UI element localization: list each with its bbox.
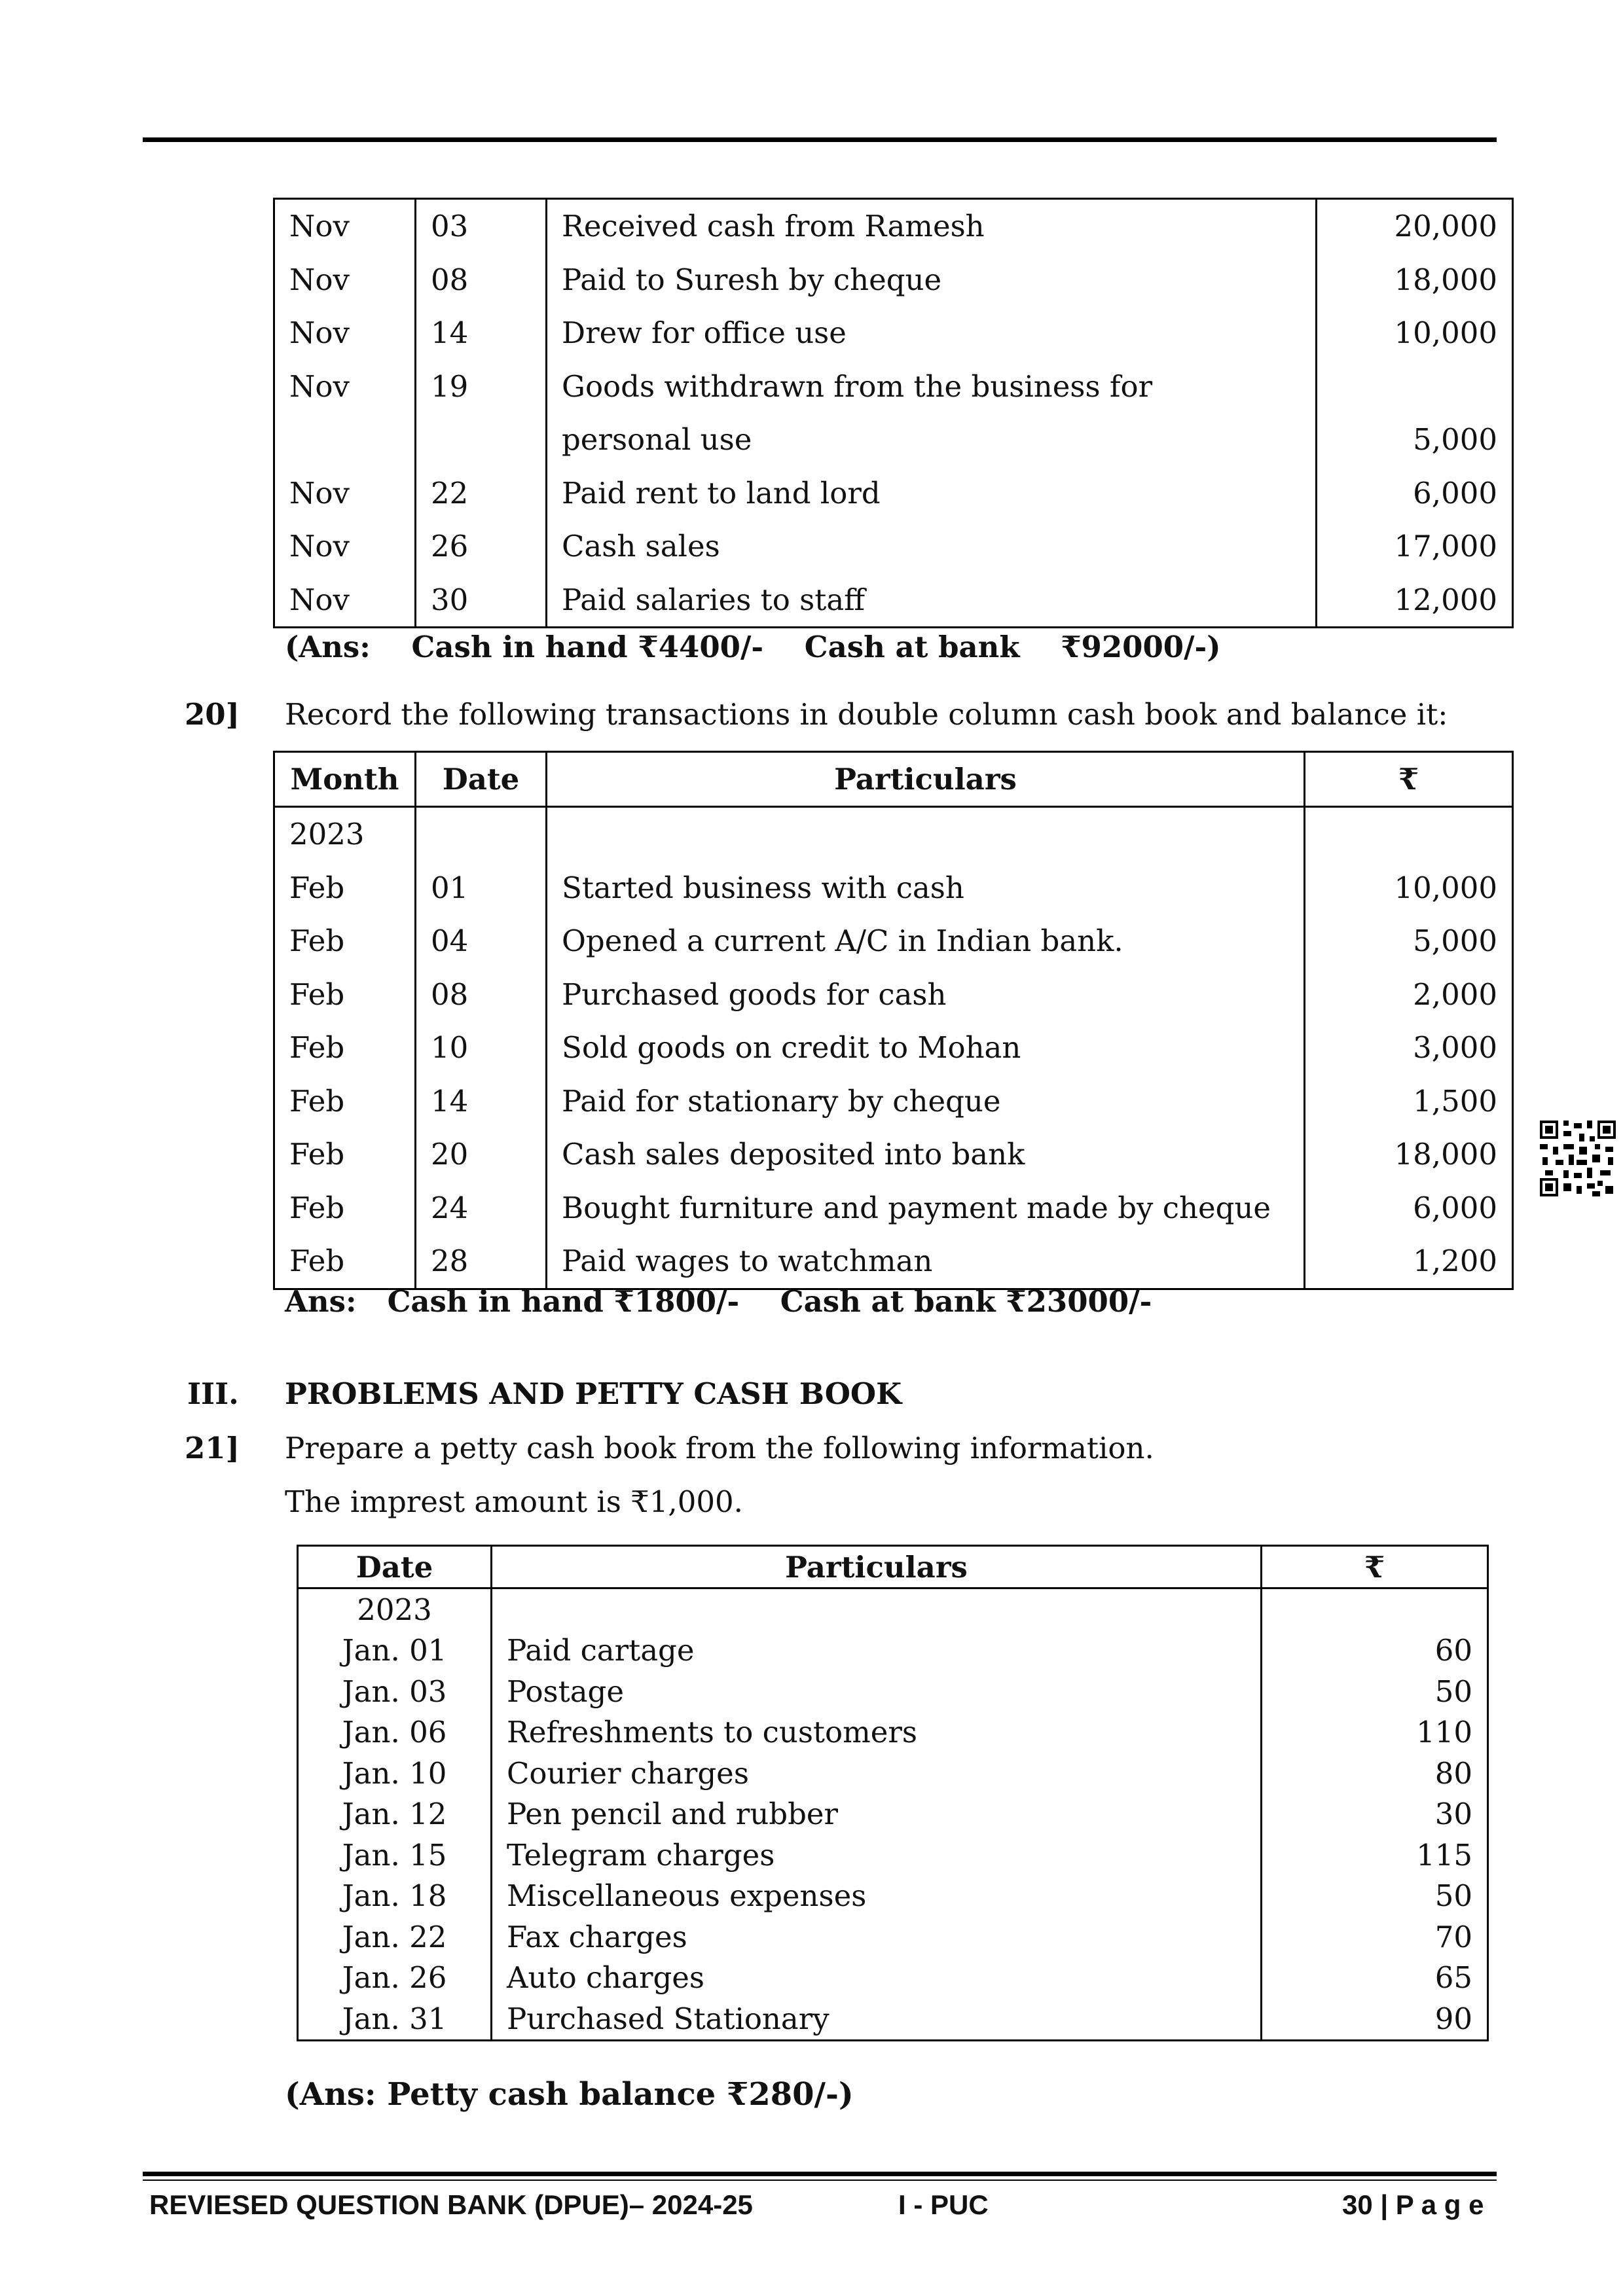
cell-particulars: Bought furniture and payment made by cheque	[547, 1181, 1305, 1235]
cell-particulars: Cash sales	[547, 520, 1317, 573]
cell-amount	[1317, 360, 1513, 414]
cell-particulars: Received cash from Ramesh	[547, 199, 1317, 253]
cell-date: 20	[416, 1128, 547, 1181]
cell-month: 2023	[274, 807, 416, 861]
table-row	[298, 1794, 1488, 1835]
cell-date: 19	[416, 360, 547, 414]
cell-amount: 1,500	[1305, 1075, 1513, 1128]
table-row	[298, 1630, 1488, 1672]
cell-particulars: Goods withdrawn from the business for	[547, 360, 1317, 414]
question-20-text: Record the following transactions in double column cash book and balance it:	[285, 697, 1448, 732]
table-row	[298, 1998, 1488, 2040]
cell-date: Jan. 10	[298, 1753, 492, 1794]
cell-date	[416, 413, 547, 467]
table-row	[298, 1712, 1488, 1753]
cell-particulars: Opened a current A/C in Indian bank.	[547, 914, 1305, 968]
cell-amount: 110	[1262, 1712, 1488, 1753]
imprest-amount: The imprest amount is ₹1,000.	[285, 1484, 743, 1519]
cell-amount: 1,200	[1305, 1234, 1513, 1289]
answer-19: (Ans: Cash in hand ₹4400/- Cash at bank ₹92000/-)	[285, 630, 1221, 664]
cell-amount: 18,000	[1317, 253, 1513, 307]
cell-date: 14	[416, 1075, 547, 1128]
cell-amount	[1305, 807, 1513, 861]
table-row	[274, 861, 1513, 915]
cell-date: 03	[416, 199, 547, 253]
table-row	[274, 467, 1513, 520]
cell-date: 10	[416, 1021, 547, 1075]
cell-particulars: Started business with cash	[547, 861, 1305, 915]
cell-amount: 115	[1262, 1835, 1488, 1876]
table-row	[298, 1753, 1488, 1794]
section-number: III.	[187, 1376, 239, 1411]
cell-particulars	[492, 1588, 1262, 1630]
header-amount: ₹	[1262, 1546, 1488, 1588]
cell-particulars: Paid cartage	[492, 1630, 1262, 1672]
cell-date: Jan. 18	[298, 1876, 492, 1917]
table-row	[274, 968, 1513, 1022]
cell-date: Jan. 03	[298, 1671, 492, 1712]
qr-code-icon	[1540, 1121, 1616, 1196]
cell-particulars: Postage	[492, 1671, 1262, 1712]
cell-amount: 50	[1262, 1876, 1488, 1917]
cell-amount: 6,000	[1305, 1181, 1513, 1235]
table-row	[274, 360, 1513, 414]
table-row	[298, 1588, 1488, 1630]
cell-date: 22	[416, 467, 547, 520]
cell-date: Jan. 01	[298, 1630, 492, 1672]
header-month: Month	[274, 752, 416, 807]
header-particulars: Particulars	[492, 1546, 1262, 1588]
section-title: PROBLEMS AND PETTY CASH BOOK	[285, 1376, 902, 1411]
cell-particulars: Courier charges	[492, 1753, 1262, 1794]
cell-date: 14	[416, 306, 547, 360]
cell-amount: 90	[1262, 1998, 1488, 2040]
cell-amount: 5,000	[1317, 413, 1513, 467]
cell-amount: 17,000	[1317, 520, 1513, 573]
cell-month: Feb	[274, 1128, 416, 1181]
table-row	[274, 520, 1513, 573]
cell-particulars: Miscellaneous expenses	[492, 1876, 1262, 1917]
cell-particulars	[547, 807, 1305, 861]
cell-month: Nov	[274, 253, 416, 307]
cell-particulars: Purchased goods for cash	[547, 968, 1305, 1022]
cell-particulars: Telegram charges	[492, 1835, 1262, 1876]
question-21-text: Prepare a petty cash book from the following information.	[285, 1431, 1154, 1465]
cell-month: Feb	[274, 914, 416, 968]
table-row	[274, 807, 1513, 861]
cell-amount: 10,000	[1317, 306, 1513, 360]
header-particulars: Particulars	[547, 752, 1305, 807]
cell-date: 28	[416, 1234, 547, 1289]
table-row	[274, 1128, 1513, 1181]
footer-rule	[143, 2172, 1497, 2176]
cell-date: 2023	[298, 1588, 492, 1630]
cell-month: Feb	[274, 1021, 416, 1075]
cell-month: Feb	[274, 1075, 416, 1128]
cell-date: Jan. 15	[298, 1835, 492, 1876]
cell-date: 08	[416, 968, 547, 1022]
cell-date: 01	[416, 861, 547, 915]
footer-rule-thin	[143, 2179, 1497, 2181]
feb-transactions-table	[273, 751, 1514, 1290]
top-rule	[143, 137, 1497, 142]
cell-particulars: Auto charges	[492, 1958, 1262, 1999]
cell-particulars: Paid for stationary by cheque	[547, 1075, 1305, 1128]
cell-particulars: Purchased Stationary	[492, 1998, 1262, 2040]
table-row	[274, 1181, 1513, 1235]
table-row	[274, 1075, 1513, 1128]
table-row	[274, 199, 1513, 253]
question-20-number: 20]	[185, 697, 240, 732]
cell-amount: 80	[1262, 1753, 1488, 1794]
cell-date: 04	[416, 914, 547, 968]
cell-date: Jan. 26	[298, 1958, 492, 1999]
cell-particulars: Pen pencil and rubber	[492, 1794, 1262, 1835]
question-21-number: 21]	[185, 1431, 240, 1465]
cell-amount: 18,000	[1305, 1128, 1513, 1181]
cell-particulars: Paid wages to watchman	[547, 1234, 1305, 1289]
footer-title: REVIESED QUESTION BANK (DPUE)– 2024-25	[149, 2189, 753, 2220]
cell-date	[416, 807, 547, 861]
cell-amount	[1262, 1588, 1488, 1630]
cell-month: Feb	[274, 1234, 416, 1289]
table-row	[298, 1876, 1488, 1917]
cell-amount: 10,000	[1305, 861, 1513, 915]
cell-amount: 60	[1262, 1630, 1488, 1672]
table-row	[298, 1916, 1488, 1958]
answer-20: Ans: Cash in hand ₹1800/- Cash at bank ₹23000/-	[285, 1284, 1152, 1319]
footer-page-number: 30 | P a g e	[1342, 2189, 1484, 2220]
cell-particulars: Refreshments to customers	[492, 1712, 1262, 1753]
cell-month: Nov	[274, 306, 416, 360]
table-row	[274, 253, 1513, 307]
header-date: Date	[416, 752, 547, 807]
cell-date: Jan. 06	[298, 1712, 492, 1753]
cell-month: Nov	[274, 520, 416, 573]
cell-particulars: Paid rent to land lord	[547, 467, 1317, 520]
cell-particulars: Drew for office use	[547, 306, 1317, 360]
cell-month: Nov	[274, 573, 416, 628]
cell-amount: 3,000	[1305, 1021, 1513, 1075]
table-row	[274, 1234, 1513, 1289]
cell-month: Feb	[274, 968, 416, 1022]
cell-date: Jan. 12	[298, 1794, 492, 1835]
cell-amount: 20,000	[1317, 199, 1513, 253]
cell-amount: 5,000	[1305, 914, 1513, 968]
cell-month: Nov	[274, 360, 416, 414]
cell-amount: 30	[1262, 1794, 1488, 1835]
answer-21: (Ans: Petty cash balance ₹280/-)	[285, 2076, 854, 2113]
cell-month: Nov	[274, 467, 416, 520]
footer-class: I - PUC	[898, 2189, 989, 2220]
cell-date: Jan. 22	[298, 1916, 492, 1958]
table-row	[274, 914, 1513, 968]
table-row	[298, 1958, 1488, 1999]
cell-month	[274, 413, 416, 467]
table-row	[298, 1835, 1488, 1876]
petty-cash-table	[297, 1545, 1489, 2041]
cell-particulars: Paid salaries to staff	[547, 573, 1317, 628]
cell-date: 08	[416, 253, 547, 307]
table-row	[274, 413, 1513, 467]
cell-month: Nov	[274, 199, 416, 253]
table-row	[274, 573, 1513, 628]
cell-amount: 12,000	[1317, 573, 1513, 628]
header-date: Date	[298, 1546, 492, 1588]
cell-particulars: Cash sales deposited into bank	[547, 1128, 1305, 1181]
cell-amount: 2,000	[1305, 968, 1513, 1022]
cell-particulars: personal use	[547, 413, 1317, 467]
cell-date: Jan. 31	[298, 1998, 492, 2040]
cell-particulars: Fax charges	[492, 1916, 1262, 1958]
cell-amount: 50	[1262, 1671, 1488, 1712]
table-row	[274, 306, 1513, 360]
cell-month: Feb	[274, 1181, 416, 1235]
cell-date: 26	[416, 520, 547, 573]
cell-amount: 70	[1262, 1916, 1488, 1958]
cell-amount: 65	[1262, 1958, 1488, 1999]
cell-date: 30	[416, 573, 547, 628]
header-amount: ₹	[1305, 752, 1513, 807]
cell-particulars: Sold goods on credit to Mohan	[547, 1021, 1305, 1075]
nov-transactions-table	[273, 198, 1514, 628]
table-row	[298, 1671, 1488, 1712]
cell-date: 24	[416, 1181, 547, 1235]
cell-month: Feb	[274, 861, 416, 915]
table-row	[274, 1021, 1513, 1075]
cell-amount: 6,000	[1317, 467, 1513, 520]
cell-particulars: Paid to Suresh by cheque	[547, 253, 1317, 307]
